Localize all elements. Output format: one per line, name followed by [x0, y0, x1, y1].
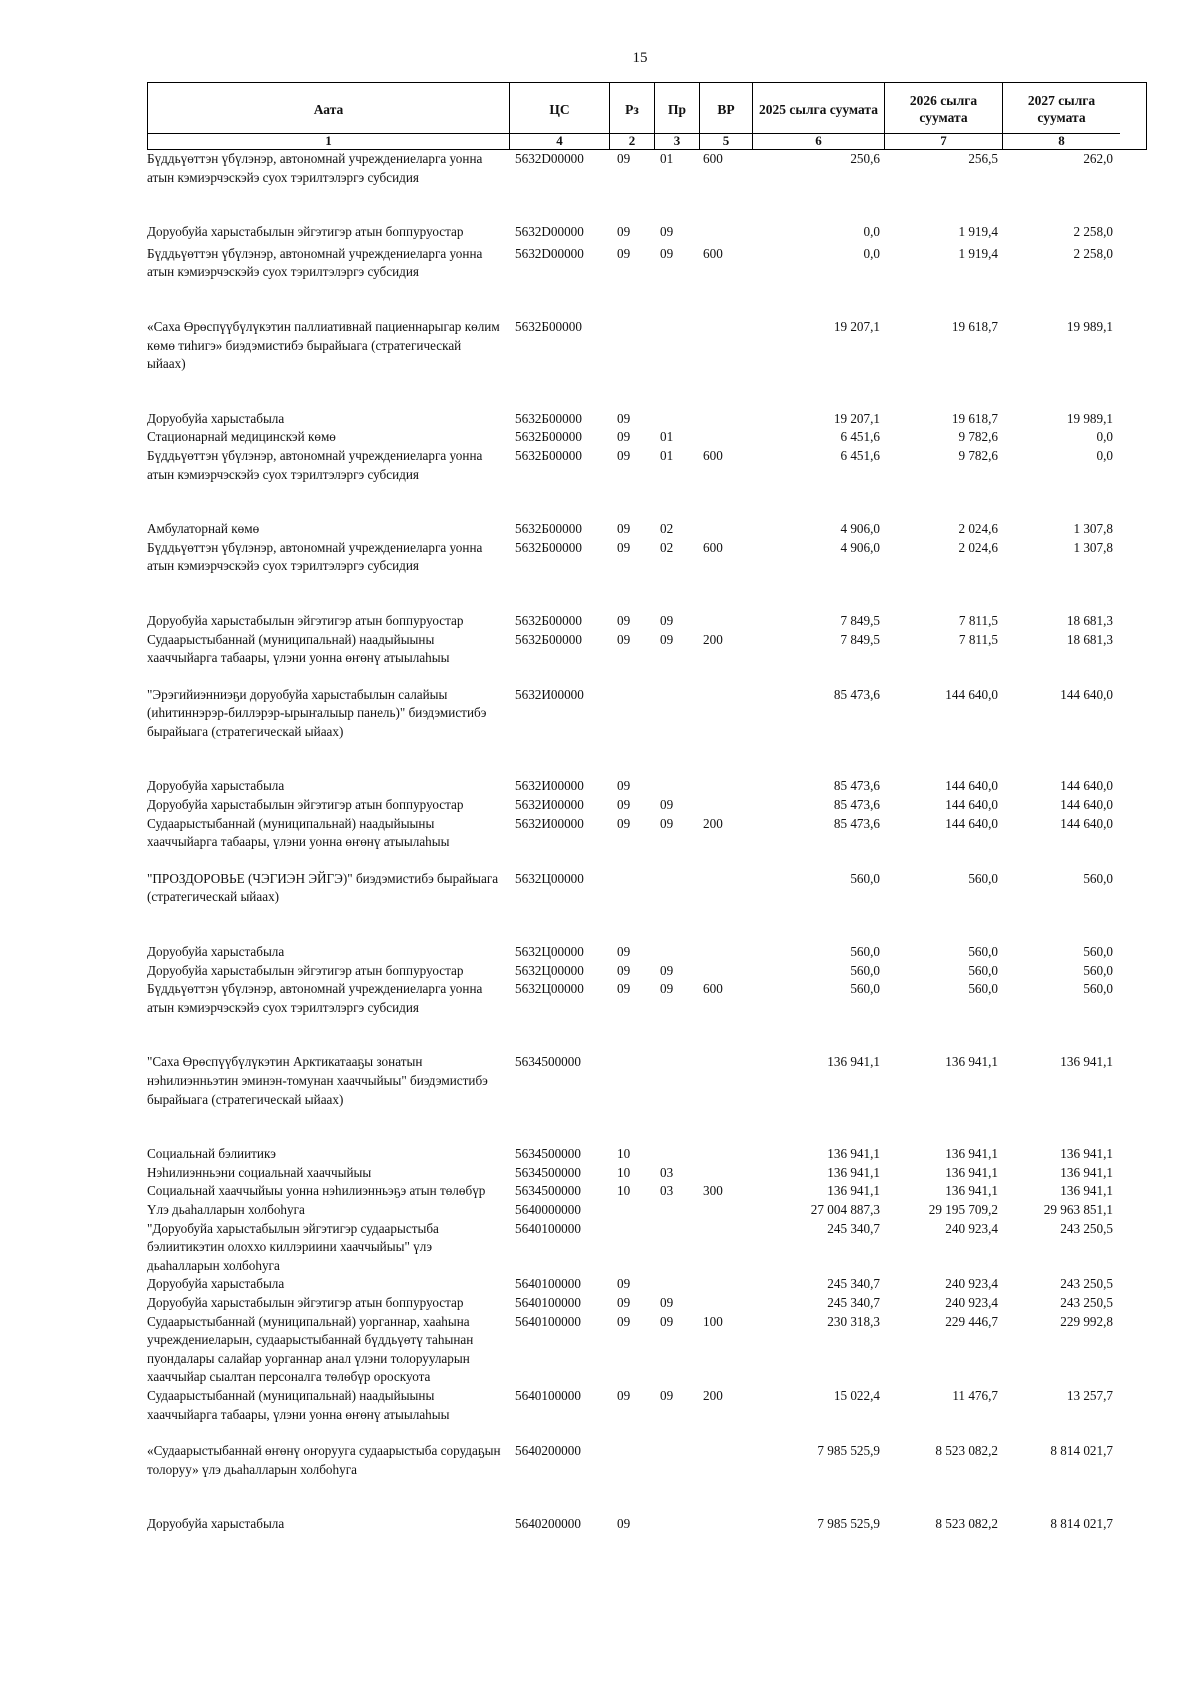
cell-pr — [654, 318, 699, 374]
cell-rz — [609, 1053, 654, 1109]
cell-y2027: 136 941,1 — [1060, 1146, 1113, 1162]
cell-y2027: 243 250,5 — [1060, 1276, 1113, 1292]
cell-rz: 09 — [617, 1276, 631, 1292]
cell-name: Доруобуйа харыстабылын эйгэтигэр атын боппуруостар — [147, 224, 464, 240]
table-row — [147, 520, 1147, 539]
cell-y2026: 136 941,1 — [945, 1183, 998, 1199]
table-row — [147, 1387, 1147, 1424]
cell-cs: 5632Б00000 — [515, 539, 582, 555]
table-row — [147, 410, 1147, 429]
page-number: 15 — [632, 50, 648, 66]
cell-pr: 09 — [660, 1294, 674, 1310]
cell-cs: 5632Ц00000 — [515, 962, 584, 978]
cell-y2026: 8 523 082,2 — [935, 1516, 998, 1532]
cell-y2027: 18 681,3 — [1066, 612, 1113, 628]
cell-y2025: 230 318,3 — [827, 1313, 880, 1329]
cell-name: Доруобуйа харыстабылын эйгэтигэр атын боппуруостар — [147, 962, 464, 978]
cell-cs: 5640100000 — [515, 1387, 581, 1403]
cell-cs: 5632Б00000 — [515, 429, 582, 445]
cell-y2026: 240 923,4 — [945, 1220, 998, 1236]
cell-vr — [699, 223, 752, 242]
cell-y2025: 7 849,5 — [840, 612, 880, 628]
table-row — [147, 1220, 1147, 1276]
cell-name: Социальнай хааччыйыы уонна нэһилиэнньэҕэ атын төлөбүр — [147, 1183, 486, 1199]
cell-vr — [699, 612, 752, 631]
cell-y2027: 19 989,1 — [1066, 318, 1113, 334]
cell-vr: 600 — [703, 539, 723, 555]
cell-vr: 600 — [703, 447, 723, 463]
cell-vr: 600 — [703, 981, 723, 997]
cell-pr — [654, 1201, 699, 1220]
cell-vr: 200 — [703, 1387, 723, 1403]
table-row — [147, 1053, 1147, 1109]
cell-vr — [699, 686, 752, 742]
cell-pr — [654, 1275, 699, 1294]
cell-vr — [699, 962, 752, 981]
cell-y2026: 256,5 — [968, 151, 998, 166]
cell-y2025: 250,6 — [850, 151, 880, 166]
cell-y2025: 7 985 525,9 — [817, 1516, 880, 1532]
cell-cs: 5632И00000 — [515, 686, 584, 702]
cell-y2025: 7 849,5 — [840, 631, 880, 647]
cell-cs: 5640100000 — [515, 1220, 581, 1236]
cell-y2026: 136 941,1 — [945, 1054, 998, 1070]
cell-y2026: 9 782,6 — [958, 429, 998, 445]
cell-cs: 5634500000 — [515, 1183, 581, 1199]
cell-vr — [699, 1164, 752, 1183]
table-row — [147, 1275, 1147, 1294]
cell-name: Доруобуйа харыстабыла — [147, 1276, 285, 1292]
table-row — [147, 1294, 1147, 1313]
cell-name: "Саха Өрөспүүбүлүкэтин Арктикатааҕы зонатын нэһилиэнньэтин эминэн-томунан хааччыйыы" биэдэмистибэ бырайыага (стратегическай ыйаах) — [147, 1054, 488, 1107]
cell-vr — [699, 520, 752, 539]
cell-cs: 5640200000 — [515, 1516, 581, 1532]
cell-rz: 09 — [617, 944, 631, 960]
cell-name: Судаарыстыбаннай (муниципальнай) наадыйыыны хааччыйарга табаары, үлэни уонна өҥөнү атыылаһыы — [147, 1387, 450, 1422]
cell-y2026: 19 618,7 — [951, 410, 998, 426]
cell-y2025: 136 941,1 — [827, 1146, 880, 1162]
cell-y2026: 9 782,6 — [958, 447, 998, 463]
cell-pr — [654, 777, 699, 796]
cell-cs: 5632D00000 — [515, 151, 584, 166]
cell-y2025: 136 941,1 — [827, 1164, 880, 1180]
cell-pr — [654, 1515, 699, 1534]
cell-rz — [609, 318, 654, 374]
cell-rz: 09 — [617, 1387, 631, 1403]
cell-y2027: 144 640,0 — [1060, 778, 1113, 794]
cell-pr — [654, 1145, 699, 1164]
cell-y2026: 8 523 082,2 — [935, 1443, 998, 1459]
cell-y2025: 245 340,7 — [827, 1294, 880, 1310]
table-row — [147, 223, 1147, 242]
cell-cs: 5632И00000 — [515, 797, 584, 813]
cell-y2026: 19 618,7 — [951, 318, 998, 334]
cell-rz: 09 — [617, 410, 631, 426]
header-col-name: Аата 1 — [148, 83, 510, 149]
cell-rz: 09 — [617, 815, 631, 831]
cell-y2026: 229 446,7 — [945, 1313, 998, 1329]
cell-rz — [609, 686, 654, 742]
cell-name: Судаарыстыбаннай (муниципальнай) уорганнар, хааһына учреждениеларын, судаарыстыбаннай бүддьүөтү таһынан пуондалары салайар уорганнар анал үлэни толорууларын хааччыйар сыалтан персоналга төлөбүр ороскуота — [147, 1313, 474, 1385]
table-row — [147, 1313, 1147, 1387]
cell-y2027: 144 640,0 — [1060, 815, 1113, 831]
cell-rz: 09 — [617, 962, 631, 978]
table-row — [147, 1515, 1147, 1534]
cell-cs: 5640100000 — [515, 1294, 581, 1310]
cell-rz: 09 — [617, 521, 631, 537]
cell-y2027: 1 307,8 — [1073, 521, 1113, 537]
cell-pr — [654, 1442, 699, 1479]
cell-y2025: 4 906,0 — [840, 539, 880, 555]
cell-vr: 600 — [703, 245, 723, 261]
cell-vr — [699, 777, 752, 796]
cell-pr: 01 — [660, 151, 674, 166]
cell-vr — [699, 410, 752, 429]
cell-y2025: 0,0 — [863, 224, 880, 240]
cell-y2026: 144 640,0 — [945, 797, 998, 813]
cell-name: Социальнай бэлиитикэ — [147, 1146, 276, 1162]
cell-y2025: 0,0 — [863, 245, 880, 261]
cell-cs: 5640100000 — [515, 1276, 581, 1292]
cell-pr — [654, 1053, 699, 1109]
cell-y2026: 144 640,0 — [945, 815, 998, 831]
cell-name: Доруобуйа харыстабыла — [147, 944, 285, 960]
cell-cs: 5632Ц00000 — [515, 981, 584, 997]
cell-y2026: 1 919,4 — [958, 224, 998, 240]
cell-name: Бүддьүөттэн үбүлэнэр, автономнай учреждениеларга уонна атын кэмиэрчэскэйэ суох тэрилтэлэргэ субсидия — [147, 447, 483, 482]
cell-pr — [654, 943, 699, 962]
cell-y2027: 243 250,5 — [1060, 1294, 1113, 1310]
table-body — [147, 150, 1147, 1534]
cell-vr: 600 — [703, 151, 723, 166]
cell-pr: 09 — [660, 962, 674, 978]
cell-vr — [699, 1275, 752, 1294]
cell-name: «Судаарыстыбаннай өҥөнү оҥорууга судаарыстыба сорудаҕын толоруу» үлэ дьаһалларын холбоһуга — [147, 1443, 501, 1477]
table-header — [147, 82, 1147, 150]
table-row — [147, 943, 1147, 962]
cell-rz: 09 — [617, 778, 631, 794]
table-row — [147, 447, 1147, 484]
cell-pr: 01 — [660, 447, 674, 463]
cell-name: Доруобуйа харыстабылын эйгэтигэр атын боппуруостар — [147, 1294, 464, 1310]
cell-y2027: 560,0 — [1083, 944, 1113, 960]
cell-rz: 10 — [617, 1146, 631, 1162]
cell-pr: 09 — [660, 981, 674, 997]
table-row — [147, 815, 1147, 852]
cell-y2027: 0,0 — [1096, 447, 1113, 463]
cell-cs: 5632Б00000 — [515, 612, 582, 628]
cell-y2027: 560,0 — [1083, 981, 1113, 997]
cell-rz: 09 — [617, 631, 631, 647]
cell-rz — [609, 1220, 654, 1276]
cell-pr — [654, 1220, 699, 1276]
table-row — [147, 1201, 1147, 1220]
cell-y2027: 2 258,0 — [1073, 245, 1113, 261]
cell-rz: 09 — [617, 539, 631, 555]
cell-cs: 5632Б00000 — [515, 631, 582, 647]
cell-vr — [699, 1515, 752, 1534]
cell-rz: 09 — [617, 429, 631, 445]
header-col-2027: 2027 сылга суумата 8 — [1003, 83, 1120, 149]
cell-vr — [699, 1201, 752, 1220]
cell-rz — [609, 870, 654, 907]
cell-vr — [699, 1053, 752, 1109]
cell-y2025: 136 941,1 — [827, 1054, 880, 1070]
cell-y2025: 85 473,6 — [833, 686, 880, 702]
cell-y2025: 560,0 — [850, 944, 880, 960]
cell-y2027: 560,0 — [1083, 870, 1113, 886]
cell-name: «Саха Өрөспүүбүлүкэтин паллиативнай пациеннарыгар көлим көмө тиһигэ» биэдэмистибэ бырайыага (стратегическай ыйаах) — [147, 318, 500, 372]
cell-y2026: 136 941,1 — [945, 1164, 998, 1180]
cell-y2025: 245 340,7 — [827, 1220, 880, 1236]
cell-rz: 09 — [617, 245, 631, 261]
cell-y2027: 0,0 — [1096, 429, 1113, 445]
cell-rz: 09 — [617, 1313, 631, 1329]
cell-y2025: 7 985 525,9 — [817, 1443, 880, 1459]
cell-y2027: 229 992,8 — [1060, 1313, 1113, 1329]
cell-cs: 5632Ц00000 — [515, 944, 584, 960]
cell-pr: 09 — [660, 797, 674, 813]
cell-rz: 09 — [617, 612, 631, 628]
header-col-vr: ВР 5 — [700, 83, 753, 149]
table-row — [147, 245, 1147, 282]
cell-rz: 09 — [617, 1294, 631, 1310]
cell-name: Бүддьүөттэн үбүлэнэр, автономнай учреждениеларга уонна атын кэмиэрчэскэйэ суох тэрилтэлэргэ субсидия — [147, 245, 483, 280]
header-col-rz: Рз 2 — [610, 83, 655, 149]
cell-name: Амбулаторнай көмө — [147, 521, 260, 537]
cell-y2026: 240 923,4 — [945, 1276, 998, 1292]
cell-y2025: 19 207,1 — [833, 410, 880, 426]
cell-name: Доруобуйа харыстабыла — [147, 410, 285, 426]
cell-y2025: 85 473,6 — [833, 815, 880, 831]
cell-pr: 03 — [660, 1164, 674, 1180]
cell-name: Бүддьүөттэн үбүлэнэр, автономнай учреждениеларга уонна атын кэмиэрчэскэйэ суох тэрилтэлэргэ субсидия — [147, 151, 483, 185]
table-row — [147, 796, 1147, 815]
cell-pr: 09 — [660, 815, 674, 831]
cell-y2027: 243 250,5 — [1060, 1220, 1113, 1236]
cell-pr: 02 — [660, 539, 674, 555]
cell-y2025: 85 473,6 — [833, 778, 880, 794]
cell-vr — [699, 318, 752, 374]
cell-y2026: 560,0 — [968, 870, 998, 886]
header-col-2025: 2025 сылга суумата 6 — [753, 83, 885, 149]
cell-y2026: 240 923,4 — [945, 1294, 998, 1310]
cell-y2026: 144 640,0 — [945, 778, 998, 794]
cell-y2026: 560,0 — [968, 962, 998, 978]
cell-y2025: 136 941,1 — [827, 1183, 880, 1199]
cell-cs: 5632И00000 — [515, 815, 584, 831]
cell-vr — [699, 1442, 752, 1479]
table-row — [147, 962, 1147, 981]
cell-name: Нэһилиэнньэни социальнай хааччыйыы — [147, 1164, 372, 1180]
cell-y2025: 560,0 — [850, 962, 880, 978]
cell-y2026: 1 919,4 — [958, 245, 998, 261]
cell-name: Үлэ дьаһалларын холбоһуга — [147, 1201, 305, 1217]
table-row — [147, 428, 1147, 447]
cell-y2025: 6 451,6 — [840, 429, 880, 445]
cell-pr: 03 — [660, 1183, 674, 1199]
cell-name: Стационарнай медицинскэй көмө — [147, 429, 336, 445]
table-row — [147, 686, 1147, 742]
table-row — [147, 980, 1147, 1017]
table-row — [147, 1145, 1147, 1164]
cell-cs: 5632D00000 — [515, 245, 584, 261]
cell-name: Доруобуйа харыстабыла — [147, 778, 285, 794]
cell-cs: 5640200000 — [515, 1443, 581, 1459]
cell-cs: 5632D00000 — [515, 224, 584, 240]
table-row — [147, 1182, 1147, 1201]
cell-cs: 5632Ц00000 — [515, 870, 584, 886]
cell-rz: 09 — [617, 797, 631, 813]
cell-vr — [699, 870, 752, 907]
cell-y2025: 27 004 887,3 — [810, 1201, 880, 1217]
cell-name: Бүддьүөттэн үбүлэнэр, автономнай учреждениеларга уонна атын кэмиэрчэскэйэ суох тэрилтэлэргэ субсидия — [147, 539, 483, 574]
cell-y2026: 2 024,6 — [958, 521, 998, 537]
cell-y2026: 2 024,6 — [958, 539, 998, 555]
table-row — [147, 777, 1147, 796]
cell-y2025: 245 340,7 — [827, 1276, 880, 1292]
cell-y2026: 560,0 — [968, 981, 998, 997]
cell-y2027: 13 257,7 — [1066, 1387, 1113, 1403]
cell-pr: 01 — [660, 429, 674, 445]
cell-pr: 09 — [660, 612, 674, 628]
table-row — [147, 1442, 1147, 1479]
cell-y2025: 15 022,4 — [833, 1387, 880, 1403]
cell-y2027: 19 989,1 — [1066, 410, 1113, 426]
cell-name: Доруобуйа харыстабылын эйгэтигэр атын боппуруостар — [147, 612, 464, 628]
table-row — [147, 870, 1147, 907]
cell-rz: 09 — [617, 447, 631, 463]
cell-name: Бүддьүөттэн үбүлэнэр, автономнай учреждениеларга уонна атын кэмиэрчэскэйэ суох тэрилтэлэргэ субсидия — [147, 981, 483, 1015]
cell-rz: 09 — [617, 224, 631, 240]
cell-name: Судаарыстыбаннай (муниципальнай) наадыйыыны хааччыйарга табаары, үлэни уонна өҥөнү атыылаһыы — [147, 815, 450, 850]
cell-y2027: 2 258,0 — [1073, 224, 1113, 240]
cell-rz: 10 — [617, 1183, 631, 1199]
cell-name: Доруобуйа харыстабыла — [147, 1516, 285, 1532]
cell-vr — [699, 943, 752, 962]
cell-vr — [699, 428, 752, 447]
cell-pr: 09 — [660, 1387, 674, 1403]
cell-y2027: 136 941,1 — [1060, 1054, 1113, 1070]
cell-pr: 09 — [660, 631, 674, 647]
cell-pr — [654, 686, 699, 742]
table-row — [147, 318, 1147, 374]
cell-pr — [654, 870, 699, 907]
cell-vr: 100 — [703, 1313, 723, 1329]
cell-pr: 09 — [660, 1313, 674, 1329]
cell-vr — [699, 1145, 752, 1164]
cell-pr: 02 — [660, 521, 674, 537]
cell-y2027: 144 640,0 — [1060, 686, 1113, 702]
cell-name: Судаарыстыбаннай (муниципальнай) наадыйыыны хааччыйарга табаары, үлэни уонна өҥөнү атыылаһыы — [147, 631, 450, 666]
cell-y2026: 29 195 709,2 — [928, 1201, 998, 1217]
cell-y2026: 136 941,1 — [945, 1146, 998, 1162]
header-col-cs: ЦС 4 — [510, 83, 610, 149]
cell-y2025: 560,0 — [850, 870, 880, 886]
cell-rz: 10 — [617, 1164, 631, 1180]
cell-cs: 5632Б00000 — [515, 521, 582, 537]
cell-y2025: 6 451,6 — [840, 447, 880, 463]
cell-pr — [654, 410, 699, 429]
cell-y2027: 262,0 — [1083, 151, 1113, 166]
cell-y2025: 4 906,0 — [840, 521, 880, 537]
cell-y2026: 11 476,7 — [952, 1387, 998, 1403]
cell-y2026: 560,0 — [968, 944, 998, 960]
cell-rz: 09 — [617, 151, 631, 166]
cell-rz: 09 — [617, 981, 631, 997]
cell-y2027: 8 814 021,7 — [1050, 1516, 1113, 1532]
cell-y2027: 136 941,1 — [1060, 1183, 1113, 1199]
cell-cs: 5632И00000 — [515, 778, 584, 794]
cell-y2026: 144 640,0 — [945, 686, 998, 702]
cell-y2025: 19 207,1 — [833, 318, 880, 334]
cell-rz — [609, 1442, 654, 1479]
cell-cs: 5634500000 — [515, 1146, 581, 1162]
cell-y2027: 29 963 851,1 — [1043, 1201, 1113, 1217]
table-row — [147, 150, 1147, 187]
cell-name: "ПРОЗДОРОВЬЕ (ЧЭГИЭН ЭЙГЭ)" биэдэмистибэ бырайыага (стратегическай ыйаах) — [147, 870, 499, 905]
cell-vr: 200 — [703, 631, 723, 647]
cell-y2027: 1 307,8 — [1073, 539, 1113, 555]
cell-y2027: 18 681,3 — [1066, 631, 1113, 647]
cell-vr — [699, 1220, 752, 1276]
cell-vr — [699, 1294, 752, 1313]
cell-y2026: 7 811,5 — [958, 612, 998, 628]
cell-name: Доруобуйа харыстабылын эйгэтигэр атын боппуруостар — [147, 797, 464, 813]
cell-cs: 5634500000 — [515, 1054, 581, 1070]
cell-cs: 5632Б00000 — [515, 447, 582, 463]
cell-vr: 300 — [703, 1183, 723, 1199]
cell-cs: 5632Б00000 — [515, 318, 582, 334]
cell-y2027: 136 941,1 — [1060, 1164, 1113, 1180]
table-row — [147, 631, 1147, 668]
cell-y2025: 85 473,6 — [833, 797, 880, 813]
cell-vr: 200 — [703, 815, 723, 831]
cell-pr: 09 — [660, 245, 674, 261]
table-row — [147, 1164, 1147, 1183]
cell-cs: 5640000000 — [515, 1201, 581, 1217]
cell-rz: 09 — [617, 1516, 631, 1532]
cell-y2027: 560,0 — [1083, 962, 1113, 978]
header-col-pr: Пр 3 — [655, 83, 700, 149]
cell-rz — [609, 1201, 654, 1220]
table-row — [147, 612, 1147, 631]
cell-y2027: 144 640,0 — [1060, 797, 1113, 813]
header-col-2026: 2026 сылга суумата 7 — [885, 83, 1003, 149]
cell-cs: 5640100000 — [515, 1313, 581, 1329]
cell-cs: 5634500000 — [515, 1164, 581, 1180]
cell-y2025: 560,0 — [850, 981, 880, 997]
cell-cs: 5632Б00000 — [515, 410, 582, 426]
cell-name: "Эрэгийиэнниэҕи доруобуйа харыстабылын салайыы (иһитиннэрэр-биллэрэр-ырыҥалыыр панель)" биэдэмистибэ бырайыага (стратегическай ыйаах) — [147, 686, 487, 739]
cell-pr: 09 — [660, 224, 674, 240]
table-row — [147, 539, 1147, 576]
cell-name: "Доруобуйа харыстабылын эйгэтигэр судаарыстыба бэлиитикэтин олоххо киллэриини хааччыйыы" үлэ дьаһалларын холбоһуга — [147, 1220, 439, 1273]
cell-vr — [699, 796, 752, 815]
cell-y2027: 8 814 021,7 — [1050, 1443, 1113, 1459]
cell-y2026: 7 811,5 — [958, 631, 998, 647]
